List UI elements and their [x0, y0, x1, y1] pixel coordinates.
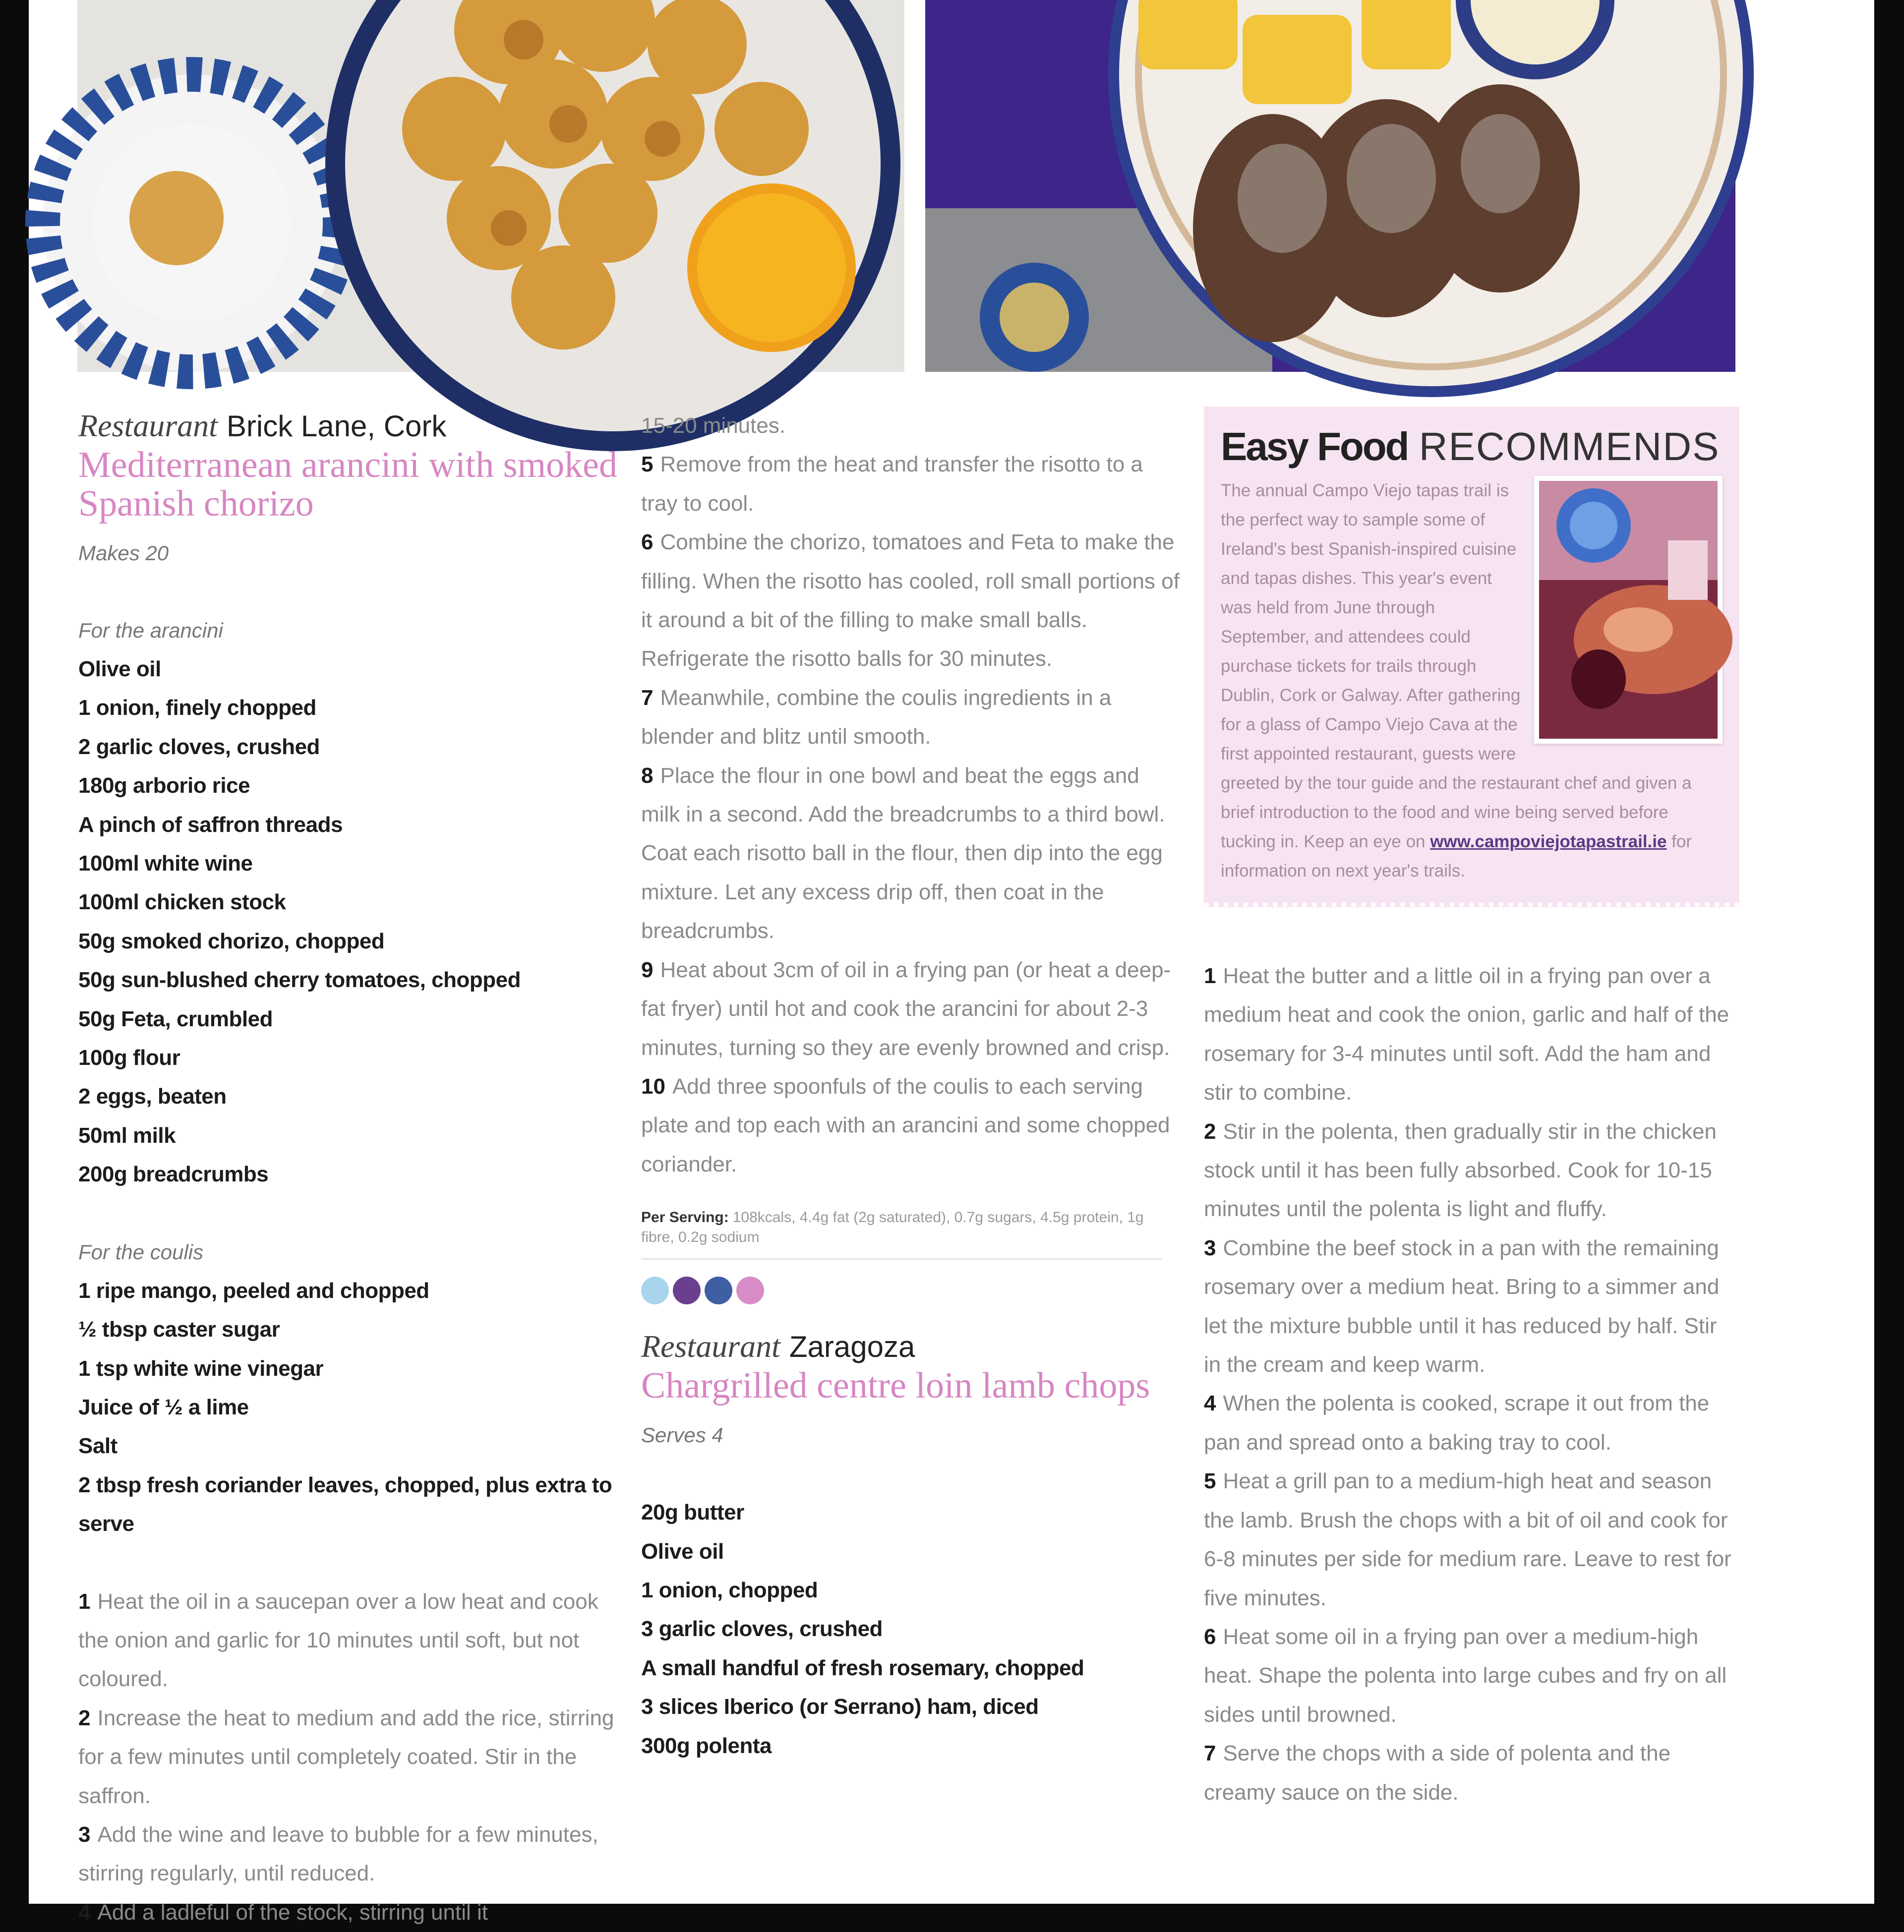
- diet-dot-icon: [673, 1277, 701, 1304]
- ingredient-item: 180g arborio rice: [78, 773, 250, 798]
- method-step: [1204, 1112, 1739, 1229]
- column-2: [641, 407, 1182, 1765]
- coulis-label: For the coulis: [78, 1240, 204, 1264]
- recipe2-kicker: [641, 1327, 1182, 1366]
- step-text: Heat the oil in a saucepan over a low heat and cook the onion and garlic for 10 minutes until soft, but not coloured.: [78, 1589, 598, 1692]
- step-text: Place the flour in one bowl and beat the eggs and milk in a second. Add the breadcrumbs to a third bowl. Coat each risotto ball in the flour, then dip into the egg mixture. Let any excess drip off, then coat in the breadcrumbs.: [641, 763, 1165, 943]
- recipe2-restaurant: Zaragoza: [789, 1330, 915, 1364]
- ingredient-item: 1 ripe mango, peeled and chopped: [78, 1278, 429, 1303]
- method-step: [641, 523, 1182, 679]
- step-text: Add a ladleful of the stock, stirring until it: [97, 1900, 488, 1925]
- ingredient-item: 1 onion, finely chopped: [78, 696, 316, 720]
- recipe1-steps-part1: [78, 1582, 634, 1932]
- ingredient-item: 100ml chicken stock: [78, 890, 286, 915]
- ingredient-item: 100ml white wine: [78, 851, 253, 876]
- step-text: Serve the chops with a side of polenta and the creamy sauce on the side.: [1204, 1741, 1671, 1805]
- step-number: 1: [78, 1589, 91, 1614]
- ingredient-item: 1 tsp white wine vinegar: [78, 1356, 324, 1381]
- arancini-label: For the arancini: [78, 619, 223, 642]
- method-step: [641, 679, 1182, 757]
- nutrition-label: Per Serving:: [641, 1209, 729, 1226]
- ingredient-item: Olive oil: [78, 657, 161, 681]
- recommends-body-end: for information on next year's trails.: [1221, 832, 1692, 880]
- ingredient-item: Salt: [78, 1434, 118, 1459]
- recommends-word: RECOMMENDS: [1419, 424, 1720, 468]
- step-text: Combine the chorizo, tomatoes and Feta to make the filling. When the risotto has cooled, roll small portions of it around a bit of the filling to make small balls. Refrigerate the risotto balls for 30 minutes.: [641, 530, 1180, 671]
- step-number: 7: [641, 685, 654, 710]
- method-step: [78, 1699, 634, 1815]
- nutrition-info: [641, 1208, 1162, 1260]
- ingredient-item: 50ml milk: [78, 1123, 176, 1148]
- step-number: 4: [1204, 1391, 1216, 1416]
- step-text: Heat some oil in a frying pan over a medium-high heat. Shape the polenta into large cubes and fry on all sides until browned.: [1204, 1624, 1727, 1727]
- step-text: Add the wine and leave to bubble for a few minutes, stirring regularly, until reduced.: [78, 1822, 598, 1886]
- recommends-box: [1204, 407, 1739, 907]
- step-text: Increase the heat to medium and add the rice, stirring for a few minutes until completely coated. Stir in the saffron.: [78, 1705, 614, 1808]
- ingredient-item: 2 eggs, beaten: [78, 1084, 227, 1109]
- step-text: Combine the beef stock in a pan with the remaining rosemary over a medium heat. Bring to a simmer and let the mixture bubble until it has reduced by half. Stir in the cream and keep warm.: [1204, 1235, 1720, 1377]
- ingredient-item: 200g breadcrumbs: [78, 1162, 269, 1187]
- step-number: 1: [1204, 964, 1216, 988]
- step-number: 3: [78, 1822, 91, 1847]
- magazine-page: [29, 0, 1874, 1925]
- recommends-brand: Easy Food: [1221, 424, 1408, 468]
- arancini-photo: [77, 0, 904, 372]
- step-number: 5: [1204, 1469, 1216, 1494]
- step-number: 2: [78, 1705, 91, 1730]
- ingredient-item: 2 tbsp fresh coriander leaves, chopped, plus extra to serve: [78, 1472, 612, 1536]
- column-1: [78, 407, 634, 1932]
- diet-dot-icon: [705, 1277, 732, 1304]
- ingredient-item: 50g Feta, crumbled: [78, 1006, 273, 1031]
- diet-icons: [641, 1277, 1182, 1304]
- arancini-ingredient-list: [78, 650, 634, 1194]
- step-text: Remove from the heat and transfer the risotto to a tray to cool.: [641, 452, 1143, 516]
- step-number: 9: [641, 957, 654, 982]
- tapas-trail-link[interactable]: www.campoviejotapastrail.ie: [1430, 832, 1667, 851]
- lamb-chops-photo: [925, 0, 1735, 372]
- step-text: Stir in the polenta, then gradually stir in the chicken stock until it has been fully absorbed. Cook for 10-15 minutes until the polenta is light and fluffy.: [1204, 1119, 1717, 1222]
- ingredient-item: 3 garlic cloves, crushed: [641, 1617, 883, 1641]
- method-step: [78, 1582, 634, 1699]
- nutrition-values: 108kcals, 4.4g fat (2g saturated), 0.7g sugars, 4.5g protein, 1g fibre, 0.2g sodium: [641, 1209, 1144, 1246]
- ingredient-item: Juice of ½ a lime: [78, 1395, 249, 1419]
- recipe2-title: Chargrilled centre loin lamb chops: [641, 1365, 1150, 1406]
- ingredient-item: A pinch of saffron threads: [78, 812, 343, 837]
- recipe1-kicker: [78, 407, 634, 446]
- ingredient-item: 50g sun-blushed cherry tomatoes, chopped: [78, 968, 521, 993]
- step-text: Add three spoonfuls of the coulis to each serving plate and top each with an arancini and some chopped coriander.: [641, 1074, 1170, 1176]
- method-step: [1204, 1618, 1739, 1734]
- recipe2-steps: [1204, 957, 1739, 1812]
- recipe1-serves: Makes 20: [78, 541, 169, 565]
- ingredient-item: A small handful of fresh rosemary, chopped: [641, 1655, 1084, 1680]
- ingredient-item: 3 slices Iberico (or Serrano) ham, diced: [641, 1695, 1039, 1719]
- recipe2-ingredient-list: [641, 1493, 1182, 1765]
- recipe1-title: Mediterranean arancini with smoked Spanish chorizo: [78, 445, 617, 524]
- method-step: [78, 1815, 634, 1893]
- method-step: [1204, 957, 1739, 1112]
- step-text: Meanwhile, combine the coulis ingredients in a blender and blitz until smooth.: [641, 685, 1112, 749]
- tapas-photo: [1534, 476, 1723, 744]
- recipe1-kicker-script: Restaurant: [78, 408, 218, 443]
- method-step: [641, 1067, 1182, 1184]
- method-step-continued: 15-20 minutes.: [641, 413, 786, 438]
- diet-dot-icon: [736, 1277, 764, 1304]
- method-step: [1204, 1462, 1739, 1618]
- method-step: [1204, 1384, 1739, 1462]
- step-number: 6: [1204, 1624, 1216, 1649]
- step-number: 7: [1204, 1741, 1216, 1766]
- column-3: [1204, 407, 1739, 1812]
- step-number: 3: [1204, 1235, 1216, 1260]
- method-step: [641, 445, 1182, 523]
- step-text: When the polenta is cooked, scrape it out from the pan and spread onto a baking tray to cool.: [1204, 1391, 1710, 1455]
- step-number: 5: [641, 452, 654, 477]
- method-step: [78, 1893, 634, 1932]
- recommends-body: The annual Campo Viejo tapas trail is the perfect way to sample some of Ireland's best Spanish-inspired cuisine and tapas dishes. This year's event was held from June through September, and attendees could purchase tickets for trails through Dublin, Cork or Galway. After gathering for a glass of Campo Viejo Cava at the first appointed restaurant, guests were greeted by the tour guide and the restaurant chef and given a brief introduction to the food and wine being served before tucking in. Keep an eye on: [1221, 481, 1692, 851]
- method-step: [641, 757, 1182, 951]
- recommends-heading: [1221, 424, 1723, 469]
- ingredient-item: 300g polenta: [641, 1733, 772, 1758]
- step-number: 10: [641, 1074, 665, 1099]
- coulis-ingredient-list: [78, 1272, 634, 1544]
- step-text: Heat about 3cm of oil in a frying pan (or heat a deep-fat fryer) until hot and cook the arancini for about 2-3 minutes, turning so they are evenly browned and crisp.: [641, 957, 1171, 1060]
- method-step: [1204, 1229, 1739, 1385]
- diet-dot-icon: [641, 1277, 669, 1304]
- ingredient-item: 1 onion, chopped: [641, 1578, 818, 1602]
- method-step: [641, 951, 1182, 1067]
- ingredient-item: ½ tbsp caster sugar: [78, 1317, 280, 1342]
- ingredient-item: Olive oil: [641, 1539, 724, 1564]
- recipe2-kicker-script: Restaurant: [641, 1329, 780, 1364]
- recipe2-serves: Serves 4: [641, 1423, 723, 1447]
- step-number: 6: [641, 530, 654, 555]
- step-number: 4: [78, 1900, 91, 1925]
- ingredient-item: 20g butter: [641, 1500, 744, 1525]
- ingredient-item: 50g smoked chorizo, chopped: [78, 929, 385, 953]
- ingredient-item: 100g flour: [78, 1046, 180, 1070]
- method-step: [1204, 1734, 1739, 1812]
- step-number: 2: [1204, 1119, 1216, 1144]
- recipe1-restaurant: Brick Lane, Cork: [226, 410, 447, 443]
- step-text: Heat a grill pan to a medium-high heat and season the lamb. Brush the chops with a bit of oil and cook for 6-8 minutes per side for medium rare. Leave to rest for five minutes.: [1204, 1469, 1731, 1610]
- ingredient-item: 2 garlic cloves, crushed: [78, 734, 320, 759]
- step-number: 8: [641, 763, 654, 788]
- step-text: Heat the butter and a little oil in a frying pan over a medium heat and cook the onion, garlic and half of the rosemary for 3-4 minutes until soft. Add the ham and stir to combine.: [1204, 964, 1729, 1105]
